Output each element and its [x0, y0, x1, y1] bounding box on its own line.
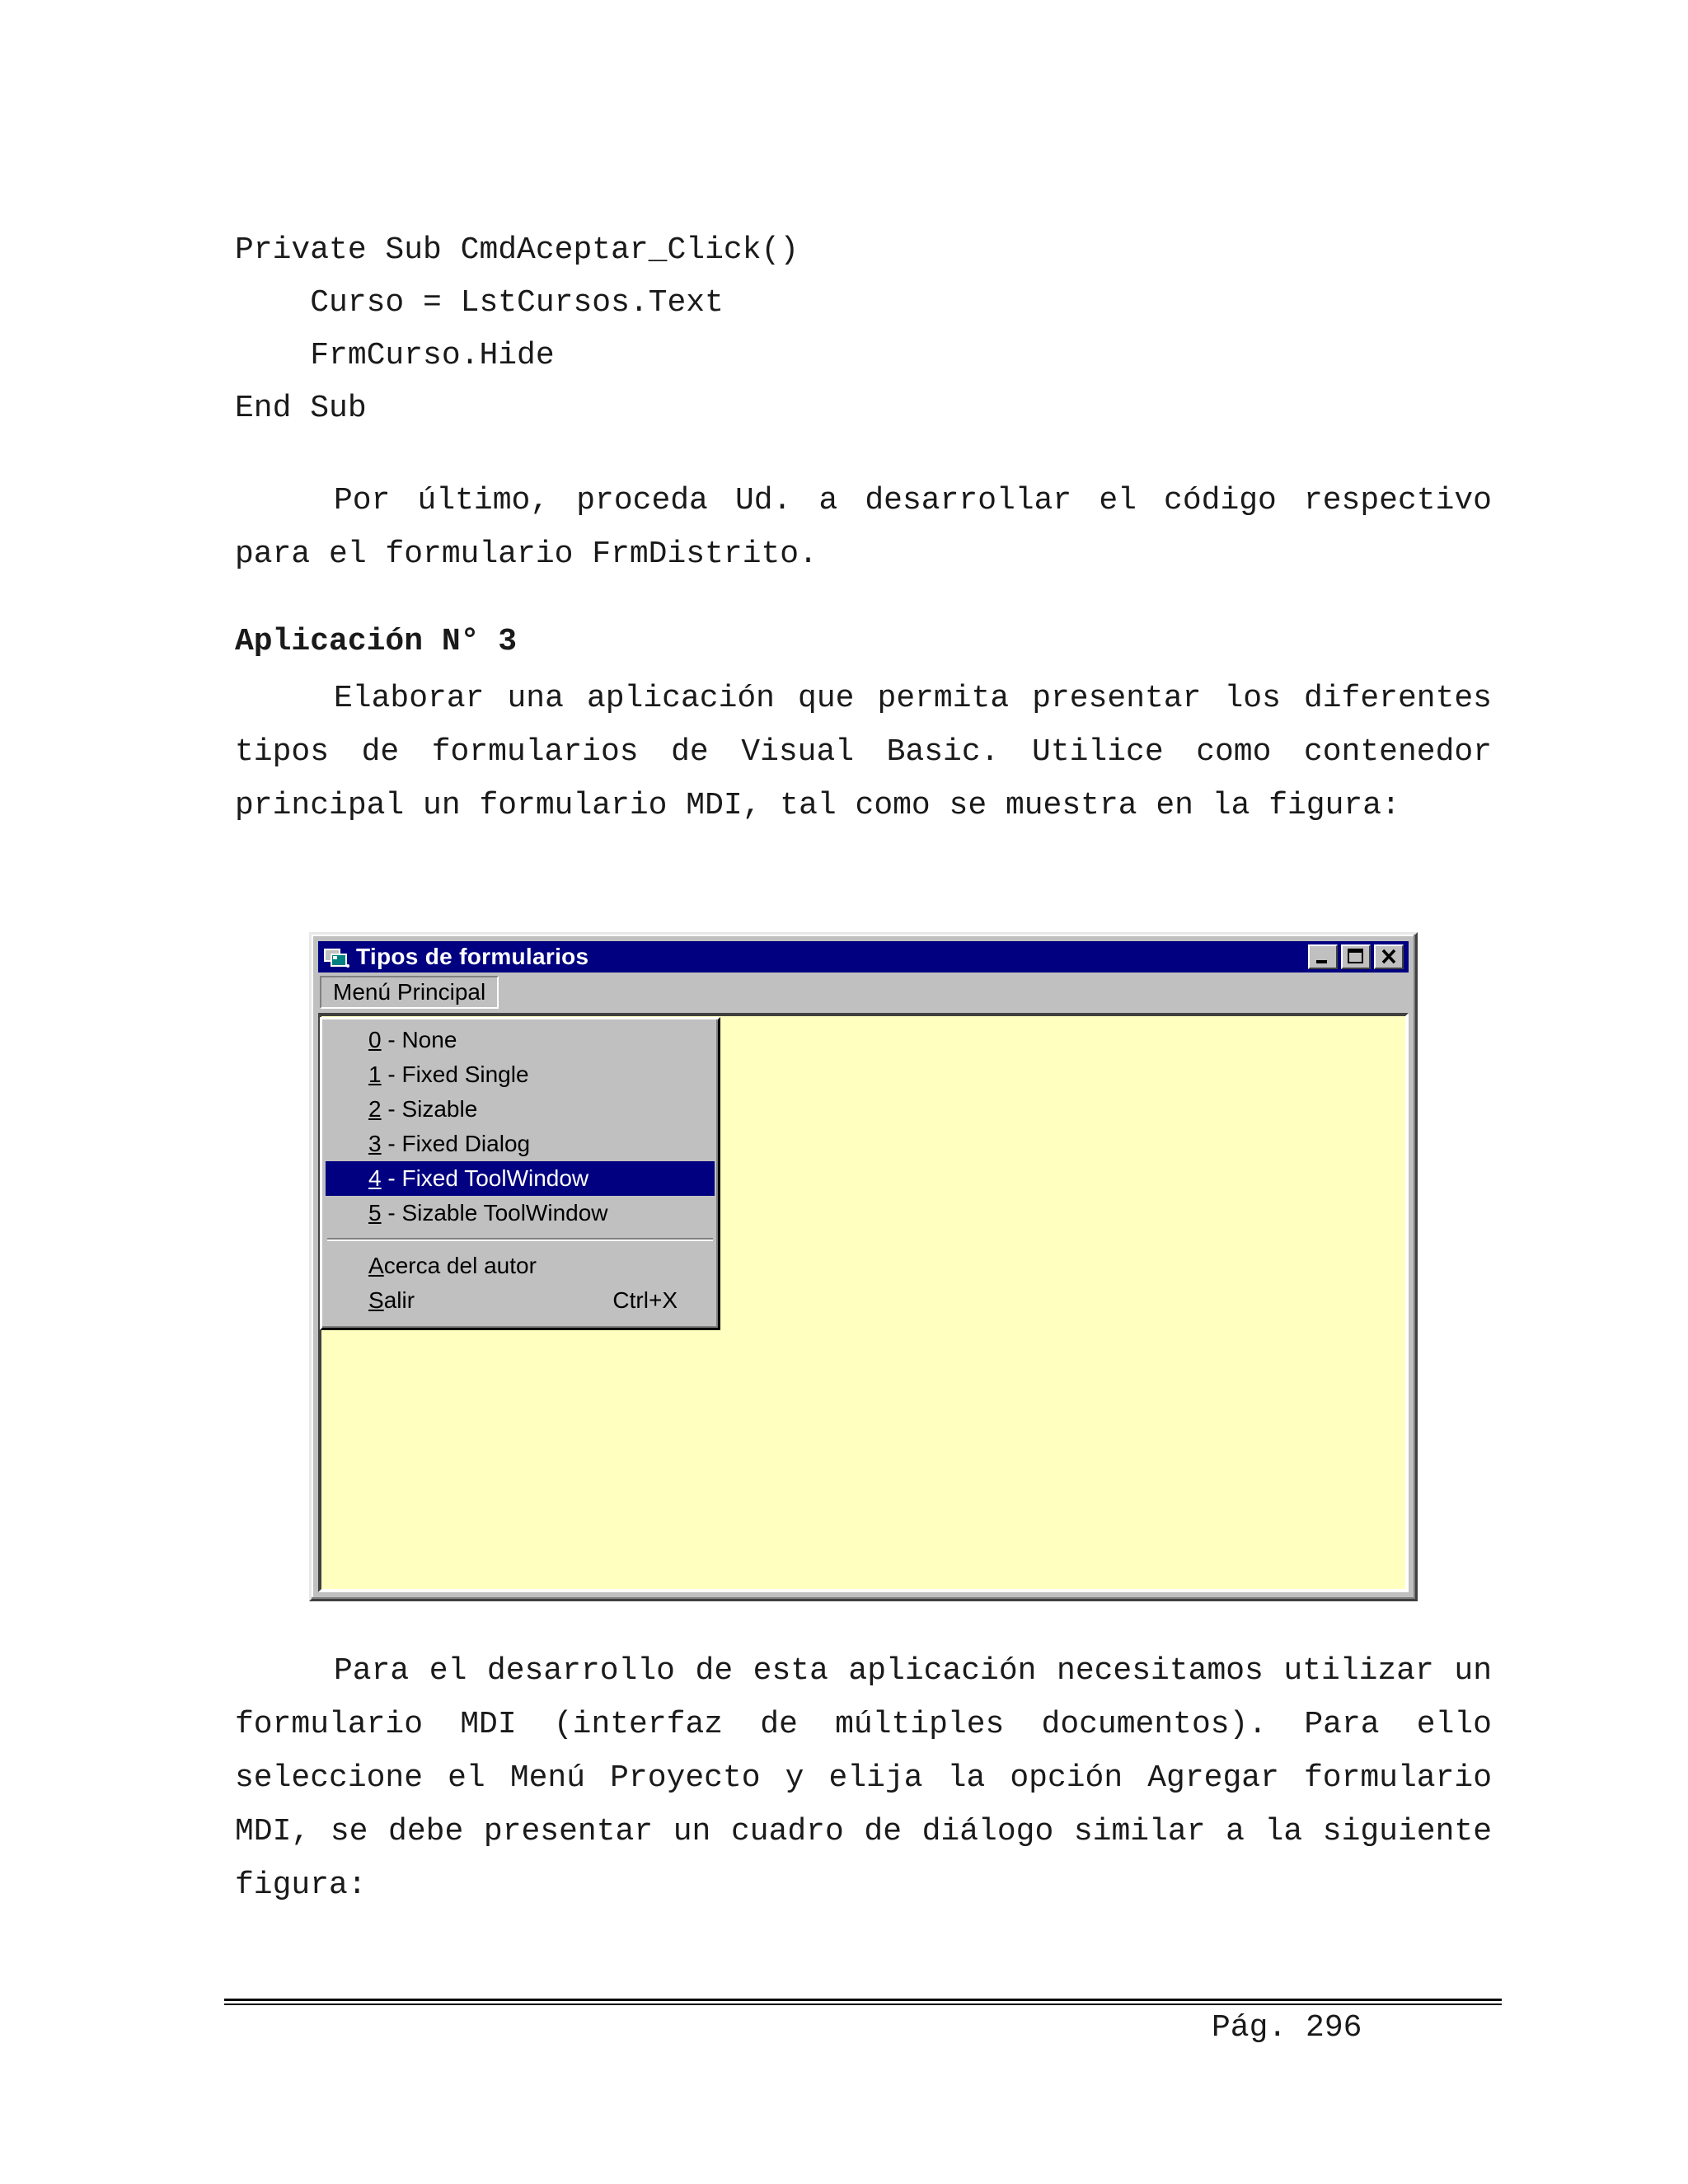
close-button[interactable] — [1374, 944, 1404, 969]
menu-item-label: - Fixed Single — [381, 1062, 529, 1087]
paragraph-intro — [235, 474, 1492, 581]
menu-item-key: 1 — [368, 1062, 382, 1087]
menu-item-label: - Fixed Dialog — [381, 1131, 531, 1156]
paragraph-task — [235, 672, 1492, 832]
menu-item-label: - Sizable ToolWindow — [381, 1200, 608, 1226]
footer-rule-bottom — [224, 2004, 1502, 2005]
menu-item-sizable[interactable] — [326, 1092, 715, 1127]
menu-item-sizable-toolwindow[interactable] — [326, 1196, 715, 1230]
menu-item-label: cerca del autor — [383, 1253, 537, 1278]
maximize-icon — [1343, 946, 1369, 968]
menu-principal[interactable]: Menú Principal — [320, 976, 499, 1009]
close-icon — [1376, 946, 1402, 968]
menu-item-label: alir — [383, 1287, 415, 1313]
paragraph-mdi — [235, 1644, 1492, 1912]
menu-item-about[interactable] — [326, 1249, 715, 1283]
page-number: Pág. 296 — [1212, 2010, 1362, 2046]
menu-item-fixed-dialog[interactable] — [326, 1127, 715, 1161]
minimize-icon — [1310, 946, 1336, 968]
paragraph-mdi-text: Para el desarrollo de esta aplicación necesitamos utilizar un formulario MDI (interfaz de múltiples documentos). Para ello seleccione el Menú Proyecto y elija la opción Agregar formulario MDI, se debe presentar un cuadro de diálogo similar a la siguiente figura: — [235, 1653, 1492, 1903]
menu-separator — [327, 1238, 713, 1241]
menu-item-key: 0 — [368, 1027, 382, 1052]
menu-item-none[interactable] — [326, 1023, 715, 1057]
menu-item-key: 3 — [368, 1131, 382, 1156]
app-icon — [323, 944, 351, 969]
paragraph-intro-text: Por último, proceda Ud. a desarrollar el código respectivo para el formulario FrmDistrito. — [235, 483, 1492, 572]
menu-item-label: - None — [381, 1027, 457, 1052]
menu-item-label: - Sizable — [381, 1096, 478, 1122]
menu-item-key: 2 — [368, 1096, 382, 1122]
window-titlebar — [318, 941, 1409, 972]
code-line-4: End Sub — [235, 391, 367, 426]
footer-rule-top — [224, 1999, 1502, 2001]
mdi-window-figure — [309, 932, 1418, 1601]
window-title: Tipos de formularios — [356, 944, 589, 969]
menu-item-key: 4 — [368, 1165, 382, 1191]
menu-item-key: S — [368, 1287, 384, 1313]
menu-bar — [318, 974, 1409, 1010]
minimize-button[interactable] — [1308, 944, 1338, 969]
paragraph-task-text: Elaborar una aplicación que permita presentar los diferentes tipos de formularios de Visual Basic. Utilice como contenedor principal un formulario MDI, tal como se muestra en la figura: — [235, 681, 1492, 823]
dropdown-menu — [320, 1017, 720, 1330]
code-line-1: Private Sub CmdAceptar_Click() — [235, 232, 799, 268]
menu-item-label: - Fixed ToolWindow — [381, 1165, 589, 1191]
window-controls — [1308, 944, 1404, 969]
menu-item-fixed-toolwindow[interactable] — [326, 1161, 715, 1196]
section-heading: Aplicación N° 3 — [235, 624, 518, 659]
menu-item-key: A — [368, 1253, 384, 1278]
code-line-2: Curso = LstCursos.Text — [235, 285, 724, 321]
menu-item-key: 5 — [368, 1200, 382, 1226]
menu-item-fixed-single[interactable] — [326, 1057, 715, 1092]
maximize-button[interactable] — [1341, 944, 1371, 969]
menu-item-exit[interactable] — [326, 1283, 715, 1318]
code-line-3: FrmCurso.Hide — [235, 338, 555, 373]
menu-item-accelerator: Ctrl+X — [612, 1287, 678, 1313]
